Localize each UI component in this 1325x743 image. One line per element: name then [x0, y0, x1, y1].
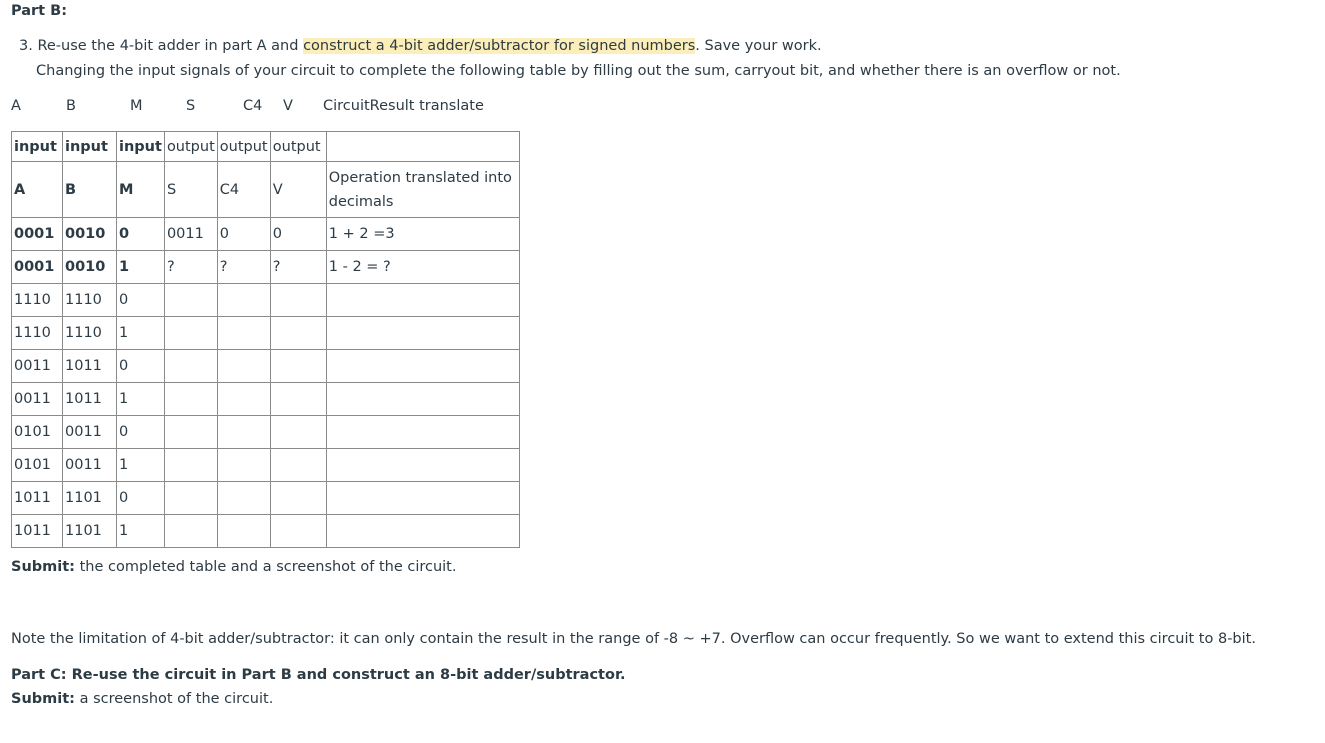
header-cell: Operation translated into decimals	[326, 162, 519, 218]
submit-text: a screenshot of the circuit.	[74, 691, 274, 707]
header-cell: output	[217, 132, 270, 162]
submit-text: the completed table and a screenshot of the circuit.	[74, 559, 457, 575]
table-cell	[270, 449, 326, 482]
col-label-m: M	[130, 98, 143, 114]
table-row	[12, 218, 520, 251]
table-cell	[164, 416, 217, 449]
table-cell	[217, 317, 270, 350]
header-cell: input	[12, 132, 63, 162]
table-cell	[217, 383, 270, 416]
header-cell: B	[63, 162, 117, 218]
table-header-row-1	[12, 132, 520, 162]
table-cell: 1110	[12, 284, 63, 317]
table-cell	[326, 449, 519, 482]
table-cell: 1	[117, 383, 165, 416]
table-cell: 0	[117, 218, 165, 251]
table-cell	[164, 350, 217, 383]
table-cell: 0	[117, 284, 165, 317]
table-cell	[217, 284, 270, 317]
table-cell	[217, 350, 270, 383]
table-cell: ?	[164, 251, 217, 284]
table-cell: 1 - 2 = ?	[326, 251, 519, 284]
table-cell	[326, 416, 519, 449]
header-cell: input	[117, 132, 165, 162]
header-cell: output	[164, 132, 217, 162]
table-cell	[164, 284, 217, 317]
part-b-heading: Part B:	[11, 3, 68, 19]
table-cell: 0011	[63, 449, 117, 482]
table-cell: 1110	[63, 317, 117, 350]
col-label-a: A	[11, 98, 21, 114]
table-cell	[270, 317, 326, 350]
table-cell: 0011	[164, 218, 217, 251]
table-cell: 0	[117, 482, 165, 515]
table-cell	[270, 284, 326, 317]
submit-label: Submit:	[11, 559, 75, 575]
table-row	[12, 482, 520, 515]
table-cell	[270, 383, 326, 416]
table-cell: 0001	[12, 251, 63, 284]
table-cell	[164, 449, 217, 482]
table-cell	[164, 383, 217, 416]
table-cell: 0	[117, 350, 165, 383]
header-cell: C4	[217, 162, 270, 218]
header-cell: M	[117, 162, 165, 218]
truth-table	[11, 131, 520, 548]
step-3-text	[19, 38, 822, 54]
table-cell: 1101	[63, 482, 117, 515]
table-cell	[326, 317, 519, 350]
table-cell: 1110	[12, 317, 63, 350]
table-cell	[270, 482, 326, 515]
table-cell: 1	[117, 251, 165, 284]
table-cell: 0011	[12, 350, 63, 383]
table-row	[12, 515, 520, 548]
table-cell: 1	[117, 515, 165, 548]
table-cell: ?	[217, 251, 270, 284]
submit-part-b	[11, 559, 456, 575]
table-cell: 1101	[63, 515, 117, 548]
header-cell: output	[270, 132, 326, 162]
table-cell	[217, 449, 270, 482]
table-cell: 1011	[12, 482, 63, 515]
step-3-prefix: 3. Re-use the 4-bit adder in part A and	[19, 38, 304, 54]
col-label-v: V	[283, 98, 293, 114]
table-row	[12, 251, 520, 284]
table-row	[12, 284, 520, 317]
table-cell: 0101	[12, 416, 63, 449]
table-cell: 1 + 2 =3	[326, 218, 519, 251]
step-3-suffix: . Save your work.	[695, 38, 822, 54]
table-cell	[217, 515, 270, 548]
table-cell: 1011	[63, 383, 117, 416]
table-cell	[326, 482, 519, 515]
table-cell: 0101	[12, 449, 63, 482]
header-cell: A	[12, 162, 63, 218]
submit-label: Submit:	[11, 691, 75, 707]
table-cell: 0	[117, 416, 165, 449]
col-label-c4: C4	[243, 98, 263, 114]
table-cell	[164, 482, 217, 515]
part-c-heading: Part C: Re-use the circuit in Part B and construct an 8-bit adder/subtractor.	[11, 667, 626, 683]
header-cell: V	[270, 162, 326, 218]
table-cell	[270, 350, 326, 383]
table-row	[12, 383, 520, 416]
table-cell: ?	[270, 251, 326, 284]
col-label-circuit-result: CircuitResult translate	[323, 98, 484, 114]
table-cell	[164, 515, 217, 548]
table-cell	[326, 515, 519, 548]
table-cell: 0011	[63, 416, 117, 449]
table-cell	[217, 416, 270, 449]
table-row	[12, 449, 520, 482]
table-cell: 0010	[63, 218, 117, 251]
table-cell: 0011	[12, 383, 63, 416]
table-cell	[326, 284, 519, 317]
table-cell: 0010	[63, 251, 117, 284]
table-cell	[270, 515, 326, 548]
table-cell	[270, 416, 326, 449]
table-cell: 1011	[12, 515, 63, 548]
highlighted-phrase: construct a 4-bit adder/subtractor for signed numbers	[303, 38, 696, 54]
table-cell: 1	[117, 449, 165, 482]
header-cell: S	[164, 162, 217, 218]
col-label-b: B	[66, 98, 76, 114]
table-row	[12, 416, 520, 449]
table-cell: 1110	[63, 284, 117, 317]
table-row	[12, 317, 520, 350]
table-cell: 1	[117, 317, 165, 350]
submit-part-c	[11, 691, 273, 707]
note-text: Note the limitation of 4-bit adder/subtractor: it can only contain the result in the range of -8 ~ +7. Overflow can occur frequently. So we want to extend this circuit to 8-bit.	[11, 631, 1256, 647]
column-strip	[0, 98, 600, 118]
table-cell: 0	[270, 218, 326, 251]
table-cell	[164, 317, 217, 350]
table-cell: 1011	[63, 350, 117, 383]
header-cell	[326, 132, 519, 162]
col-label-s: S	[186, 98, 196, 114]
header-cell: input	[63, 132, 117, 162]
table-cell	[326, 383, 519, 416]
table-cell	[326, 350, 519, 383]
table-cell: 0	[217, 218, 270, 251]
table-header-row-2	[12, 162, 520, 218]
table-row	[12, 350, 520, 383]
table-cell: 0001	[12, 218, 63, 251]
instructions-line: Changing the input signals of your circuit to complete the following table by filling out the sum, carryout bit, and whether there is an overflow or not.	[36, 63, 1121, 79]
table-cell	[217, 482, 270, 515]
